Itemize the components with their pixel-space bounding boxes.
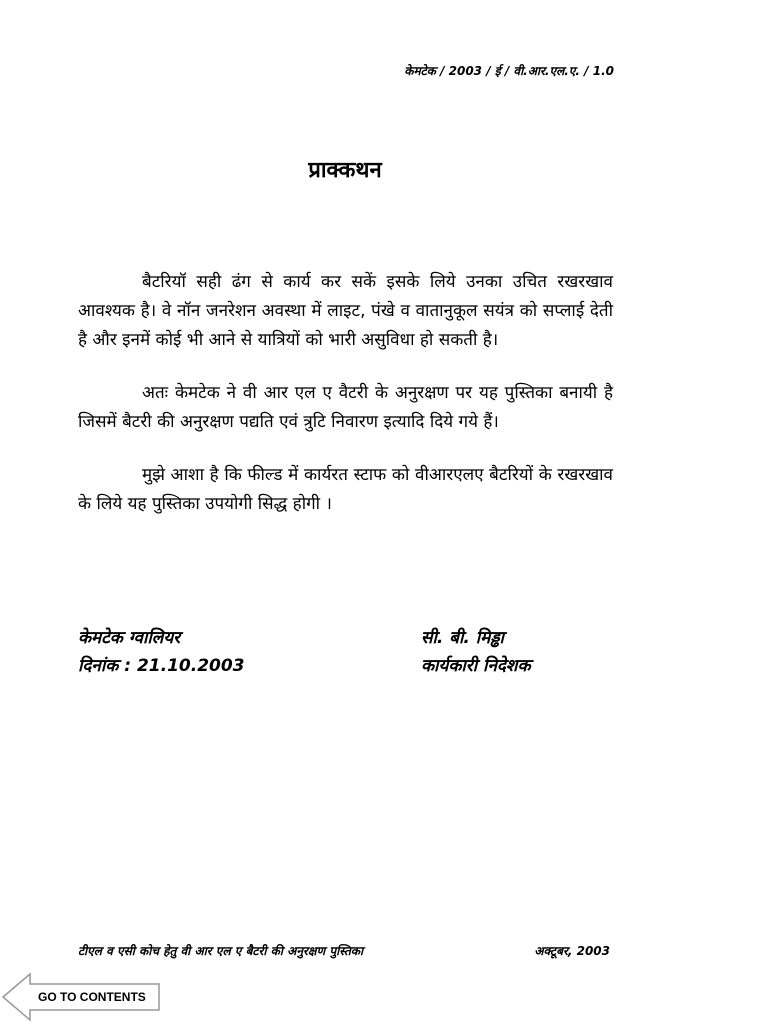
signature-right (421, 624, 531, 680)
signature-designation: कार्यकारी निदेशक (421, 656, 531, 676)
signature-block (78, 624, 613, 684)
signature-organization: केमटेक ग्वालियर (78, 628, 181, 648)
go-to-contents-button[interactable] (2, 972, 162, 1022)
paragraph-3: मुझे आशा है कि फील्ड में कार्यरत स्टाफ को वीआरएलए बैटरियों के रखरखाव के लिये यह पुस्तिका उपयोगी सिद्ध होगी । (78, 465, 613, 514)
page-title: प्राक्कथन (308, 158, 382, 183)
go-to-contents-label: GO TO CONTENTS (38, 990, 146, 1004)
footer-title: टीएल व एसी कोच हेतु वी आर एल ए बैटरी की अनुरक्षण पुस्तिका (78, 944, 364, 958)
body-text (78, 268, 613, 543)
signature-left (78, 624, 245, 680)
document-reference: केमटेक / 2003 / ई / वी.आर.एल.ए. / 1.0 (404, 64, 614, 78)
paragraph-2: अतः केमटेक ने वी आर एल ए वैटरी के अनुरक्षण पर यह पुस्तिका बनायी है जिसमें बैटरी की अनुरक्षण पद्यति एवं त्रुटि निवारण इत्यादि दिये गये हैं। (78, 383, 613, 432)
paragraph-1: बैटरियॉ सही ढंग से कार्य कर सकें इसके लिये उनका उचित रखरखाव आवश्यक है। वे नॉन जनरेशन अवस्था में लाइट, पंखे व वातानुकूल सयंत्र को सप्लाई देती है और इनमें कोई भी आने से यात्रियों को भारी असुविधा हो सकती है। (78, 272, 613, 350)
signature-date: दिनांक : 21.10.2003 (78, 656, 245, 676)
footer-date: अक्टूबर, 2003 (534, 944, 610, 958)
signature-name: सी. बी. मिड्ढा (421, 628, 504, 648)
